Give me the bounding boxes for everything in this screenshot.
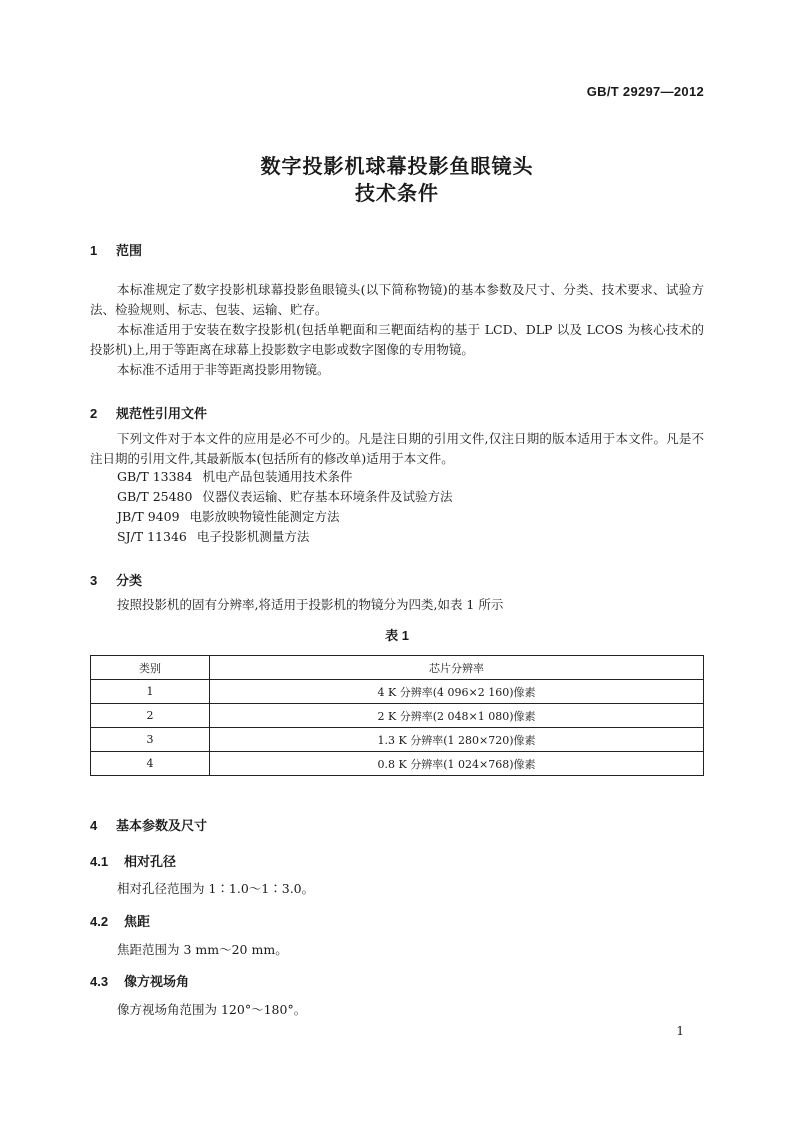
table-cell: 2 K 分辨率(2 048×1 080)像素 xyxy=(210,704,704,728)
subsection-4-3-heading xyxy=(90,971,189,990)
paragraph: 相对孔径范围为 1∶1.0～1∶3.0。 xyxy=(117,881,315,896)
subsection-4-2-heading xyxy=(90,911,150,930)
section-number: 4 xyxy=(90,818,98,833)
paragraph: 按照投影机的固有分辨率,将适用于投影机的物镜分为四类,如表 1 所示 xyxy=(117,597,504,612)
section-title: 规范性引用文件 xyxy=(116,406,208,421)
reference-item xyxy=(117,467,352,487)
reference-title: 机电产品包装通用技术条件 xyxy=(202,469,353,484)
section-number: 1 xyxy=(90,243,98,258)
section-title: 基本参数及尺寸 xyxy=(116,818,208,833)
table-row xyxy=(91,704,704,728)
reference-title: 仪器仪表运输、贮存基本环境条件及试验方法 xyxy=(202,489,453,504)
subsection-title: 焦距 xyxy=(124,914,151,929)
standard-code: GB/T 29297—2012 xyxy=(586,84,704,99)
table-header-row xyxy=(91,656,704,680)
column-header-category: 类别 xyxy=(91,656,210,680)
reference-item xyxy=(117,527,309,547)
subsection-number: 4.1 xyxy=(90,854,109,869)
table-cell: 1.3 K 分辨率(1 280×720)像素 xyxy=(210,728,704,752)
section-title: 范围 xyxy=(116,243,143,258)
table-cell: 2 xyxy=(91,704,210,728)
document-title: 数字投影机球幕投影鱼眼镜头 xyxy=(260,156,534,178)
table-row xyxy=(91,680,704,704)
document-subtitle: 技术条件 xyxy=(355,183,439,205)
reference-title: 电子投影机测量方法 xyxy=(196,529,310,544)
paragraph: 本标准不适用于非等距离投影用物镜。 xyxy=(117,362,330,377)
reference-code: SJ/T 11346 xyxy=(117,529,187,544)
reference-title: 电影放映物镜性能测定方法 xyxy=(189,509,340,524)
column-header-resolution: 芯片分辨率 xyxy=(210,656,704,680)
reference-code: JB/T 9409 xyxy=(117,509,180,524)
reference-item xyxy=(117,507,340,527)
section-2-heading xyxy=(90,403,207,422)
reference-code: GB/T 13384 xyxy=(117,469,193,484)
section-number: 3 xyxy=(90,573,98,588)
paragraph: 本标准规定了数字投影机球幕投影鱼眼镜头(以下简称物镜)的基本参数及尺寸、分类、技术要求、试验方法、检验规则、标志、包装、运输、贮存。 xyxy=(90,282,704,317)
subsection-number: 4.2 xyxy=(90,914,109,929)
section-4-heading xyxy=(90,815,207,834)
table-cell: 1 xyxy=(91,680,210,704)
section-1-heading xyxy=(90,240,142,259)
section-title: 分类 xyxy=(116,573,143,588)
paragraph: 下列文件对于本文件的应用是必不可少的。凡是注日期的引用文件,仅注日期的版本适用于本文件。凡是不注日期的引用文件,其最新版本(包括所有的修改单)适用于本文件。 xyxy=(90,431,704,466)
paragraph: 本标准适用于安装在数字投影机(包括单靶面和三靶面结构的基于 LCD、DLP 以及 LCOS 为核心技术的投影机)上,用于等距离在球幕上投影数字电影或数字图像的专用物镜。 xyxy=(90,322,704,357)
table-row xyxy=(91,728,704,752)
resolution-table xyxy=(90,655,704,776)
paragraph: 像方视场角范围为 120°～180°。 xyxy=(117,1002,307,1017)
subsection-number: 4.3 xyxy=(90,974,109,989)
table-row xyxy=(91,752,704,776)
subsection-title: 相对孔径 xyxy=(124,854,177,869)
reference-item xyxy=(117,487,452,507)
page-number: 1 xyxy=(676,1024,684,1038)
table-cell: 4 K 分辨率(4 096×2 160)像素 xyxy=(210,680,704,704)
table-cell: 4 xyxy=(91,752,210,776)
table-cell: 0.8 K 分辨率(1 024×768)像素 xyxy=(210,752,704,776)
reference-code: GB/T 25480 xyxy=(117,489,193,504)
paragraph: 焦距范围为 3 mm～20 mm。 xyxy=(117,942,288,957)
table-cell: 3 xyxy=(91,728,210,752)
subsection-4-1-heading xyxy=(90,851,176,870)
table-caption: 表 1 xyxy=(385,628,409,643)
section-number: 2 xyxy=(90,406,98,421)
section-3-heading xyxy=(90,570,142,589)
subsection-title: 像方视场角 xyxy=(124,974,190,989)
